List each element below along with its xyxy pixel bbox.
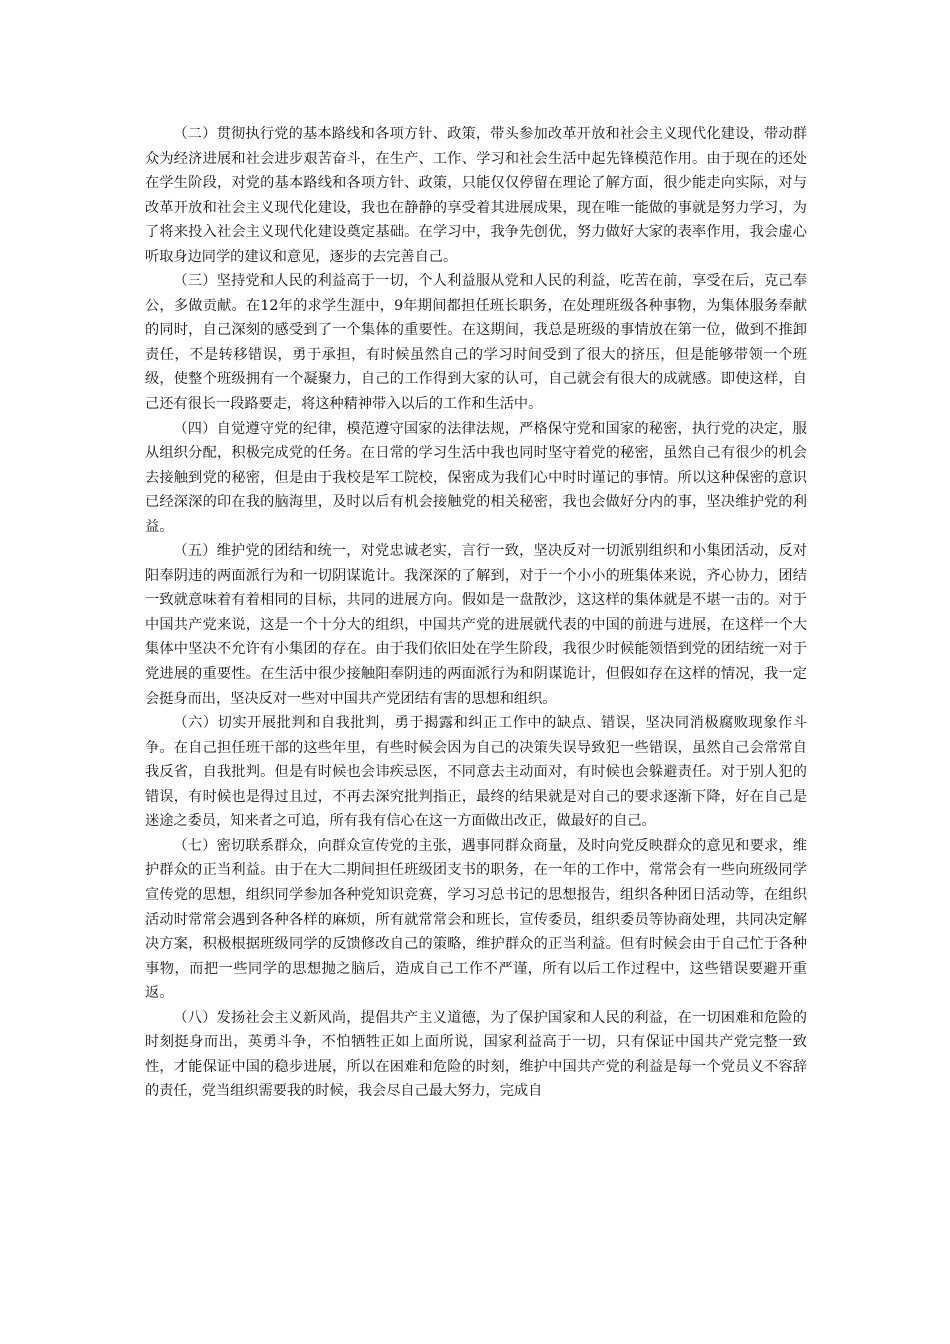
paragraph-6: （六）切实开展批判和自我批判，勇于揭露和纠正工作中的缺点、错误，坚决同消极腐败现象作斗争。在自己担任班干部的这些年里，有些时候会因为自己的决策失误导致犯一些错误，虽然自己会常常自我反省，自我批判。但是有时候也会讳疾忌医，不同意去主动面对，有时候也会躲避责任。对于别人犯的错误，有时候也是得过且过，不再去深究批判指正，最终的结果就是对自己的要求逐渐下降，好在自己是迷途之委员，知来者之可追，所有我有信心在这一方面做出改正，做最好的自己。 <box>145 715 807 830</box>
document-body <box>145 122 807 1104</box>
paragraph-4: （四）自觉遵守党的纪律，模范遵守国家的法律法规，严格保守党和国家的秘密，执行党的决定，服从组织分配，积极完成党的任务。在日常的学习生活中我也同时坚守着党的秘密，虽然自己有很少的机会去接触到党的秘密，但是由于我校是军工院校，保密成为我们心中时时谨记的事情。所以这种保密的意识已经深深的印在我的脑海里，及时以后有机会接触党的相关秘密，我也会做好分内的事，坚决维护党的利益。 <box>145 420 807 535</box>
paragraph-8: （八）发扬社会主义新风尚，提倡共产主义道德，为了保护国家和人民的利益，在一切困难和危险的时刻挺身而出，英勇斗争，不怕牺牲正如上面所说，国家利益高于一切，只有保证中国共产党完整一致性，才能保证中国的稳步进展，所以在困难和危险的时刻，维护中国共产党的利益是每一个党员义不容辞的责任，党当组织需要我的时候，我会尽自己最大努力，完成自 <box>145 1009 807 1100</box>
paragraph-5: （五）维护党的团结和统一，对党忠诚老实，言行一致，坚决反对一切派别组织和小集团活动，反对阳奉阴违的两面派行为和一切阴谋诡计。我深深的了解到，对于一个小小的班集体来说，齐心协力，团结一致就意味着有着相同的目标，共同的进展方向。假如是一盘散沙，这这样的集体就是不堪一击的。对于中国共产党来说，这是一个十分大的组织，中国共产党的进展就代表的中国的前进与进展，在这样一个大集体中坚决不允许有小集团的存在。由于我们依旧处在学生阶段，我很少时候能领悟到党的团结统一对于党进展的重要性。在生活中很少接触阳奉阴违的两面派行为和阴谋诡计，但假如存在这样的情况，我一定会挺身而出，坚决反对一些对中国共产党团结有害的思想和组织。 <box>145 543 807 707</box>
paragraph-7: （七）密切联系群众，向群众宣传党的主张，遇事同群众商量，及时向党反映群众的意见和要求，维护群众的正当利益。由于在大二期间担任班级团支书的职务，在一年的工作中，常常会有一些向班级同学宣传党的思想，组织同学参加各种党知识竞赛，学习习总书记的思想报告，组织各种团日活动等，在组织活动时常常会遇到各种各样的麻烦，所有就常常会和班长，宣传委员，组织委员等协商处理，共同决定解决方案，积极根据班级同学的反馈修改自己的策略，维护群众的正当利益。但有时候会由于自己忙于各种事物，而把一些同学的思想抛之脑后，造成自己工作不严谨，所有以后工作过程中，这些错误要避开重返。 <box>145 837 807 1002</box>
paragraph-3: （三）坚持党和人民的利益高于一切，个人利益服从党和人民的利益，吃苦在前，享受在后，克己奉公，多做贡献。在12年的求学生涯中，9年期间都担任班长职务，在处理班级各种事物，为集体服务奉献的同时，自己深刻的感受到了一个集体的重要性。在这期间，我总是班级的事情放在第一位，做到不推卸责任，不是转移错误，勇于承担，有时候虽然自己的学习时间受到了很大的挤压，但是能够带领一个班级，使整个班级拥有一个凝聚力，自己的工作得到大家的认可，自己就会有很大的成就感。即使这样，自己还有很长一段路要走，将这种精神带入以后的工作和生活中。 <box>145 273 807 413</box>
paragraph-2: （二）贯彻执行党的基本路线和各项方针、政策，带头参加改革开放和社会主义现代化建设，带动群众为经济进展和社会进步艰苦奋斗，在生产、工作、学习和社会生活中起先锋模范作用。由于现在的还处在学生阶段，对党的基本路线和各项方针、政策，只能仅仅停留在理论了解方面，很少能走向实际，对与改革开放和社会主义现代化建设，我也在静静的享受着其进展成果，现在唯一能做的事就是努力学习，为了将来投入社会主义现代化建设奠定基础。在学习中，我争先创优，努力做好大家的表率作用，我会虚心听取身边同学的建议和意见，逐步的去完善自己。 <box>145 126 807 265</box>
